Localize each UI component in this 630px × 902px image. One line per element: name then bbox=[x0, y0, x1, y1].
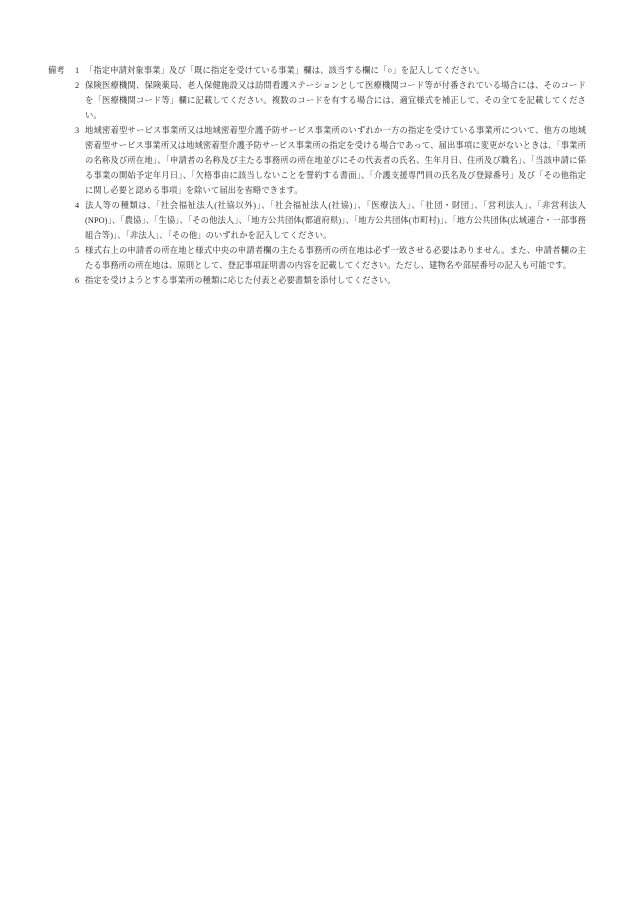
remarks-section bbox=[48, 63, 586, 288]
remark-item-text: 法人等の種類は、「社会福祉法人(社協以外)」、「社会福祉法人(社協)」、「医療法人」、「社団・財団」、「営利法人」、「非営利法人(NPO)」、「農協」、「生協」、「その他法人」、「地方公共団体(都道府県)」、「地方公共団体(市町村)」、「地方公共団体(広域連合・一部事務組合等)」、「非法人」、「その他」のいずれかを記入してください。 bbox=[85, 201, 586, 240]
remarks-list bbox=[75, 63, 586, 288]
remark-item-number: 6 bbox=[75, 276, 80, 285]
remarks-label: 備考 bbox=[48, 66, 65, 75]
remark-item bbox=[75, 273, 586, 288]
remark-item bbox=[75, 78, 586, 123]
remark-item-text: 「指定申請対象事業」及び「既に指定を受けている事業」欄は、該当する欄に「○」を記入してください。 bbox=[85, 66, 485, 75]
remark-item-number: 4 bbox=[75, 201, 80, 210]
remark-item bbox=[75, 63, 586, 78]
remark-item-number: 2 bbox=[75, 81, 80, 90]
remark-item-number: 1 bbox=[75, 66, 80, 75]
remark-item-text: 地域密着型サービス事業所又は地域密着型介護予防サービス事業所のいずれか一方の指定を受けている事業所について、他方の地域密着型サービス事業所又は地域密着型介護予防サービス事業所の指定を受ける場合であって、届出事項に変更がないときは、「事業所の名称及び所在地」、「申請者の名称及び主たる事務所の所在地並びにその代表者の氏名、生年月日、住所及び職名」、「当該申請に係る事業の開始予定年月日」、「欠格事由に該当しないことを誓約する書面」、「介護支援専門員の氏名及び登録番号」及び「その他指定に関し必要と認める事項」を除いて届出を省略できます。 bbox=[85, 126, 586, 195]
remark-item bbox=[75, 198, 586, 243]
remark-item-text: 様式右上の申請者の所在地と様式中央の申請者欄の主たる事務所の所在地は必ず一致させる必要はありません。また、申請者欄の主たる事務所の所在地は、原則として、登記事項証明書の内容を記載してください。ただし、建物名や部屋番号の記入も可能です。 bbox=[85, 246, 586, 270]
remark-item bbox=[75, 243, 586, 273]
remark-item-number: 5 bbox=[75, 246, 80, 255]
remark-item-text: 保険医療機関、保険薬局、老人保健施設又は訪問看護ステーションとして医療機関コード等が付番されている場合には、そのコードを「医療機関コード等」欄に記載してください。複数のコードを有する場合には、適宜様式を補正して、その全てを記載してください。 bbox=[85, 81, 586, 120]
remark-item-number: 3 bbox=[75, 126, 80, 135]
remark-item-text: 指定を受けようとする事業所の種類に応じた付表と必要書類を添付してください。 bbox=[85, 276, 396, 285]
remark-item bbox=[75, 123, 586, 198]
